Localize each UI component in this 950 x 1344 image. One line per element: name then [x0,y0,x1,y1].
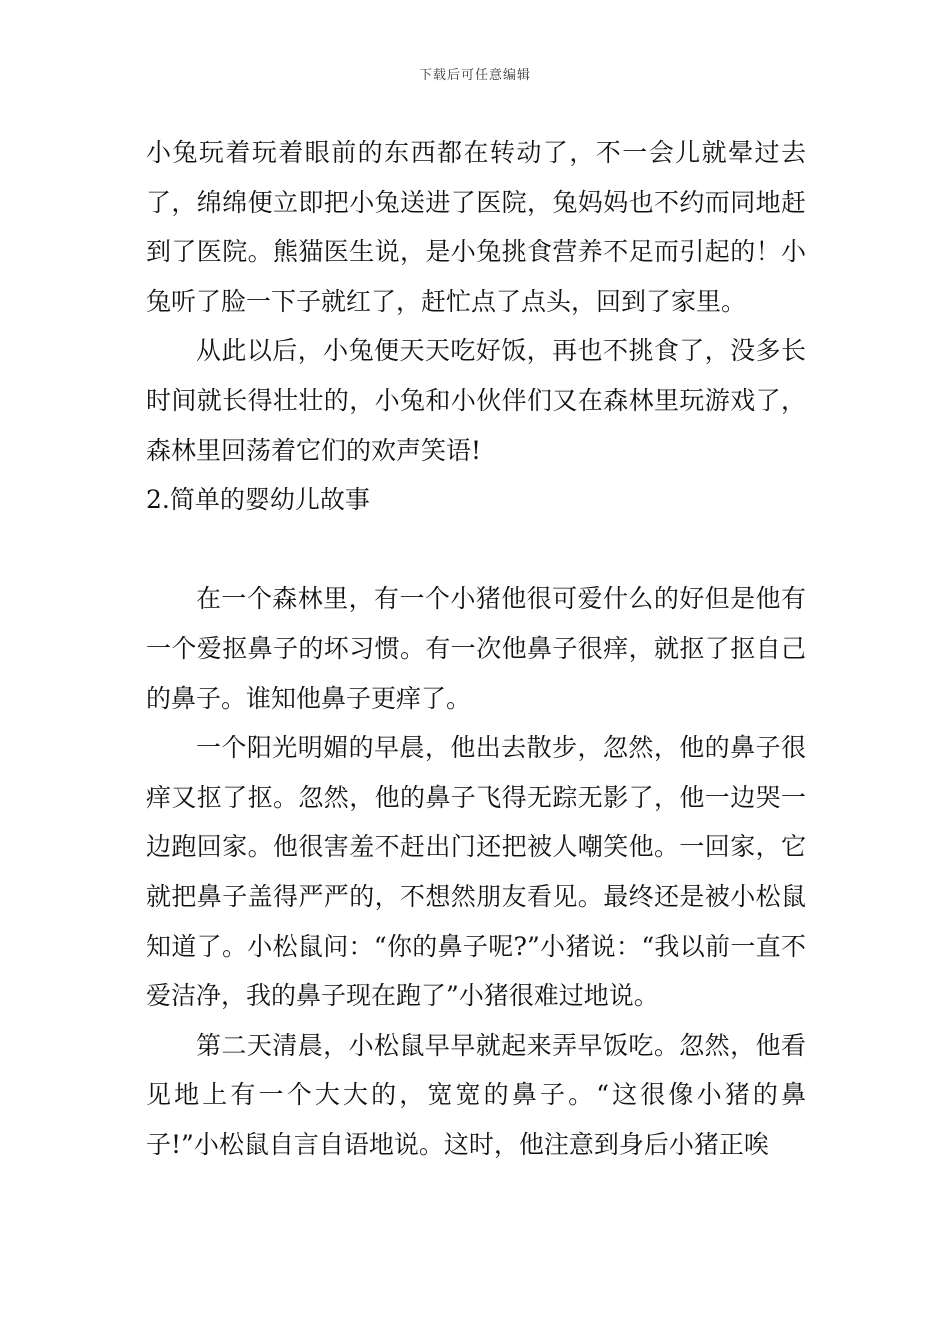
document-body [146,128,806,1169]
paragraph-5: 第二天清晨，小松鼠早早就起来弄早饭吃。忽然，他看见地上有一个大大的，宽宽的鼻子。“这很像小猪的鼻子!”小松鼠自言自语地说。这时，他注意到身后小猪正唉 [146,1030,806,1159]
paragraph-2: 从此以后，小兔便天天吃好饭，再也不挑食了，没多长时间就长得壮壮的，小兔和小伙伴们又在森林里玩游戏了，森林里回荡着它们的欢声笑语! [146,336,806,465]
section-heading: 2.简单的婴幼儿故事 [146,485,370,515]
blank-line [146,525,806,575]
paragraph-4: 一个阳光明媚的早晨，他出去散步，忽然，他的鼻子很痒又抠了抠。忽然，他的鼻子飞得无踪无影了，他一边哭一边跑回家。他很害羞不赶出门还把被人嘲笑他。一回家，它就把鼻子盖得严严的，不想然朋友看见。最终还是被小松鼠知道了。小松鼠问：“你的鼻子呢?”小猪说：“我以前一直不爱洁净，我的鼻子现在跑了”小猪很难过地说。 [146,733,806,1011]
paragraph-3: 在一个森林里，有一个小猪他很可爱什么的好但是他有一个爱抠鼻子的坏习惯。有一次他鼻子很痒，就抠了抠自己的鼻子。谁知他鼻子更痒了。 [146,584,806,713]
page-header: 下载后可任意编辑 [418,68,531,83]
paragraph-1: 小兔玩着玩着眼前的东西都在转动了，不一会儿就晕过去了，绵绵便立即把小兔送进了医院，兔妈妈也不约而同地赶到了医院。熊猫医生说，是小兔挑食营养不足而引起的！小兔听了脸一下子就红了，赶忙点了点头，回到了家里。 [146,138,806,316]
